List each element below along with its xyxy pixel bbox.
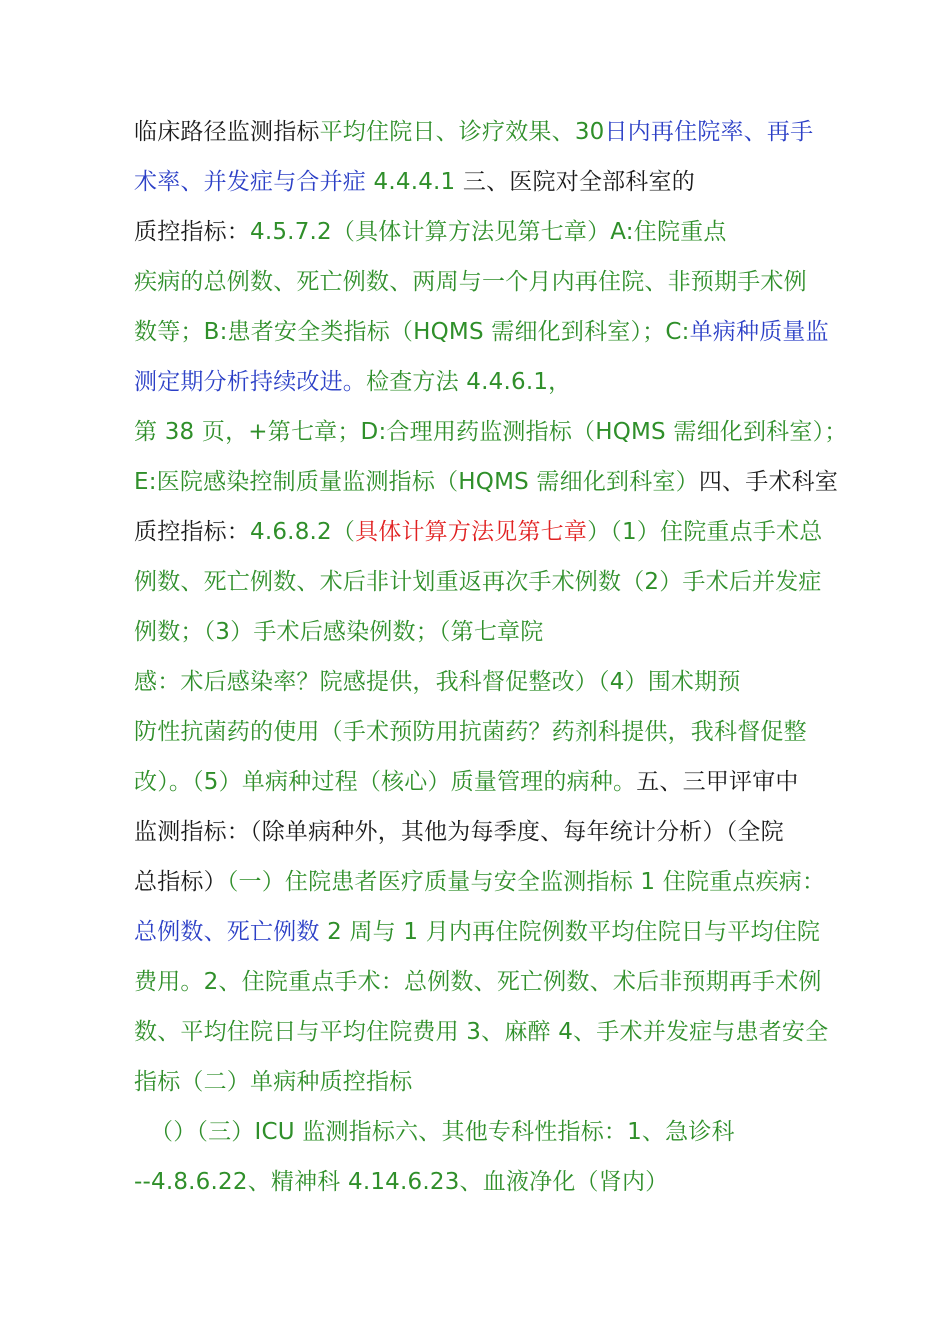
text-segment: 数、平均住院日与平均住院费用 3、麻醉 4、手术并发症与患者安全: [134, 1019, 829, 1045]
text-line-2: [134, 167, 695, 197]
text-line-18: [134, 967, 822, 997]
text-line-17: [134, 917, 820, 947]
text-segment: 日内再住院率、再手: [604, 119, 814, 145]
text-line-8: [134, 467, 838, 497]
text-segment: 4.6.8.2（: [250, 519, 356, 545]
text-segment: 指标（二）单病种质控指标: [134, 1069, 413, 1095]
text-line-1: [134, 117, 813, 147]
text-segment: 四、手术科室: [698, 469, 839, 495]
text-segment: 防性抗菌药的使用（手术预防用抗菌药？药剂科提供，我科督促整: [134, 719, 807, 745]
text-segment: ）（1）住院重点手术总: [587, 519, 823, 545]
text-line-14: [134, 767, 799, 797]
text-segment: 术率、并发症与合并症: [134, 169, 366, 195]
text-segment: 费用。2、住院重点手术：总例数、死亡例数、术后非预期再手术例: [134, 969, 822, 995]
text-line-4: [134, 267, 807, 297]
text-segment: 改）。（5）单病种过程（核心）质量管理的病种。: [134, 769, 637, 795]
text-segment: 总指标）: [134, 869, 227, 895]
text-line-3: [134, 217, 727, 247]
text-segment: 五、三甲评审中: [636, 769, 799, 795]
text-segment: 4.5.7.2（具体计算方法见第七章）A:住院重点: [250, 219, 727, 245]
text-segment: 总例数、死亡例数: [134, 919, 320, 945]
text-line-10: [134, 567, 822, 597]
text-segment: 临床路径监测指标: [134, 119, 320, 145]
text-segment: 六、其他专科性指标：1、急诊科: [395, 1119, 735, 1145]
text-line-5: [134, 317, 829, 347]
text-segment: （一）住院患者医疗质量与安全监测指标 1 住院重点疾病：: [226, 869, 826, 895]
text-segment: E:医院感染控制质量监测指标（HQMS 需细化到科室）: [134, 469, 699, 495]
text-line-6: [134, 367, 571, 397]
text-segment: 平均住院日、诊疗效果、: [319, 119, 575, 145]
text-segment: 监测指标：（除单病种外，其他为每季度、每年统计分析）（全院: [134, 819, 784, 845]
text-line-16: [134, 867, 825, 897]
text-line-13: [134, 717, 807, 747]
text-line-12: [134, 667, 741, 697]
text-line-9: [134, 517, 822, 547]
text-segment: 测定期分析持续改进。: [134, 369, 366, 395]
text-segment: 具体计算方法见第七章: [355, 519, 588, 545]
text-segment: 数等；B:患者安全类指标（HQMS 需细化到科室）；C:: [134, 319, 690, 345]
text-segment: （）（三）ICU 监测指标: [150, 1119, 396, 1145]
text-line-20: [134, 1067, 412, 1097]
text-segment: 三、医院对全部科室的: [462, 169, 695, 195]
text-line-19: [134, 1017, 828, 1047]
text-segment: --4.8.6.22、精神科 4.14.6.23、血液净化（肾内）: [134, 1169, 669, 1195]
text-segment: 2 周与 1 月内再住院例数平均住院日与平均住院: [319, 919, 821, 945]
text-segment: 单病种质量监: [689, 319, 829, 345]
text-line-7: [134, 417, 847, 447]
text-segment: 30: [574, 119, 605, 145]
text-line-11: [134, 617, 543, 647]
text-line-22: [134, 1167, 668, 1197]
text-segment: 4.4.4.1: [366, 169, 463, 195]
text-segment: 感：术后感染率？院感提供，我科督促整改）（4）围术期预: [134, 669, 741, 695]
text-segment: 疾病的总例数、死亡例数、两周与一个月内再住院、非预期手术例: [134, 269, 807, 295]
text-segment: 质控指标：: [134, 519, 250, 545]
text-segment: 第 38 页，+第七章；D:合理用药监测指标（HQMS 需细化到科室）；: [134, 419, 848, 445]
text-segment: 例数、死亡例数、术后非计划重返再次手术例数（2）手术后并发症: [134, 569, 822, 595]
text-line-21: [150, 1117, 735, 1147]
text-line-15: [134, 817, 784, 847]
text-segment: 质控指标：: [134, 219, 250, 245]
text-segment: 例数；（3）手术后感染例数；（第七章院: [134, 619, 544, 645]
text-segment: 检查方法 4.4.6.1，: [366, 369, 572, 395]
